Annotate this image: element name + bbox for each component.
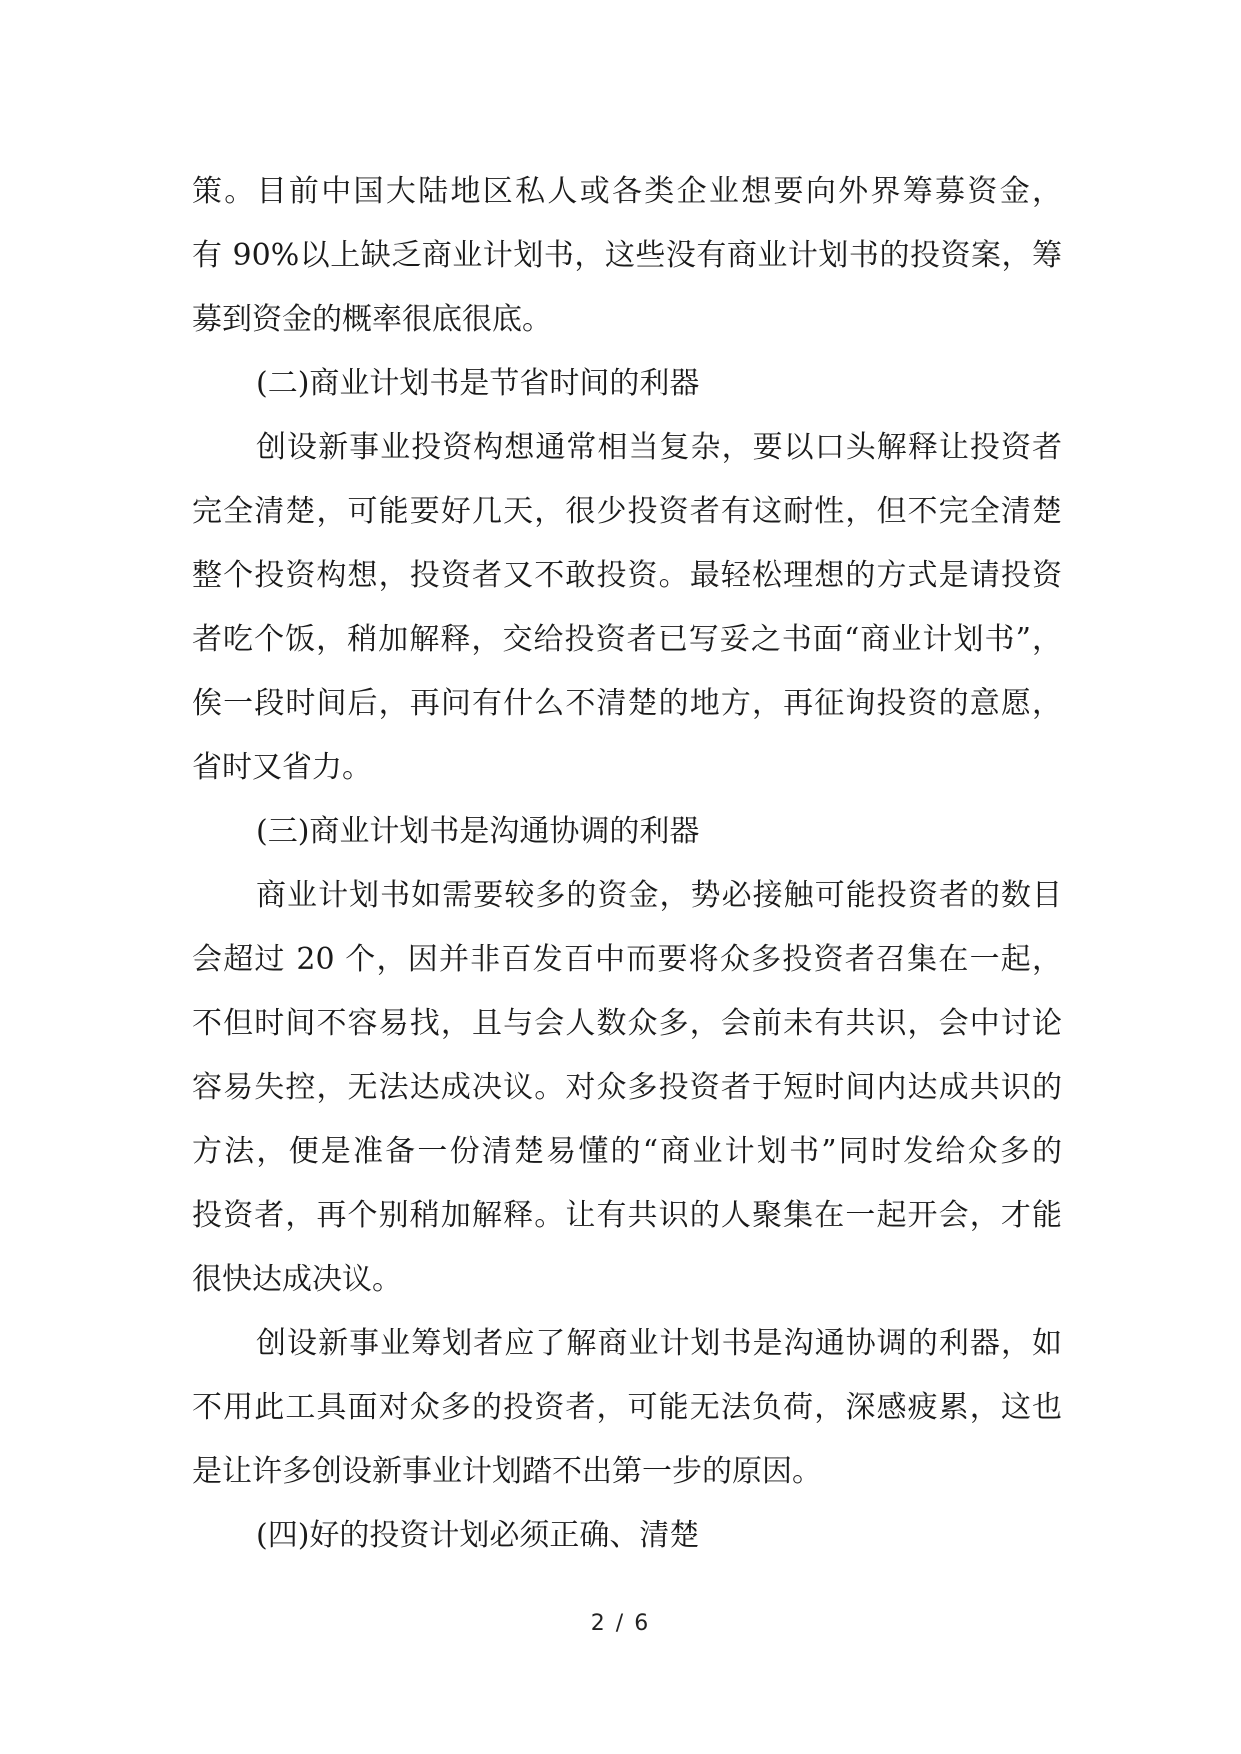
text-line: 投资者，再个别稍加解释。让有共识的人聚集在一起开会，才能	[192, 1198, 1062, 1233]
text-line: 很快达成决议。	[192, 1262, 402, 1297]
text-line: 俟一段时间后，再问有什么不清楚的地方，再征询投资的意愿，	[192, 686, 1062, 721]
text-line: 整个投资构想，投资者又不敢投资。最轻松理想的方式是请投资	[192, 558, 1062, 593]
paragraph-first-line: 创设新事业投资构想通常相当复杂，要以口头解释让投资者	[256, 430, 1062, 465]
text-line: 不但时间不容易找，且与会人数众多，会前未有共识，会中讨论	[192, 1006, 1062, 1041]
paragraph-first-line: 创设新事业筹划者应了解商业计划书是沟通协调的利器，如	[256, 1326, 1062, 1361]
text-line: 会超过 20 个，因并非百发百中而要将众多投资者召集在一起，	[192, 942, 1062, 977]
text-line: 有 90%以上缺乏商业计划书，这些没有商业计划书的投资案，筹	[192, 238, 1062, 273]
text-line: 不用此工具面对众多的投资者，可能无法负荷，深感疲累，这也	[192, 1390, 1062, 1425]
text-line: 完全清楚，可能要好几天，很少投资者有这耐性，但不完全清楚	[192, 494, 1062, 529]
text-line: 策。目前中国大陆地区私人或各类企业想要向外界筹募资金，	[192, 174, 1062, 209]
text-line: 者吃个饭，稍加解释，交给投资者已写妥之书面“商业计划书”，	[192, 622, 1062, 657]
text-line: 方法，便是准备一份清楚易懂的“商业计划书”同时发给众多的	[192, 1134, 1062, 1169]
section-heading: (二)商业计划书是节省时间的利器	[256, 366, 700, 401]
document-body	[192, 160, 1062, 1568]
text-line: 省时又省力。	[192, 750, 372, 785]
page-number: 2 / 6	[590, 1611, 651, 1636]
text-line: 募到资金的概率很底很底。	[192, 302, 552, 337]
text-line: 容易失控，无法达成决议。对众多投资者于短时间内达成共识的	[192, 1070, 1062, 1105]
section-heading: (三)商业计划书是沟通协调的利器	[256, 814, 700, 849]
paragraph-first-line: 商业计划书如需要较多的资金，势必接触可能投资者的数目	[256, 878, 1062, 913]
section-heading: (四)好的投资计划必须正确、清楚	[256, 1518, 700, 1553]
text-line: 是让许多创设新事业计划踏不出第一步的原因。	[192, 1454, 822, 1489]
